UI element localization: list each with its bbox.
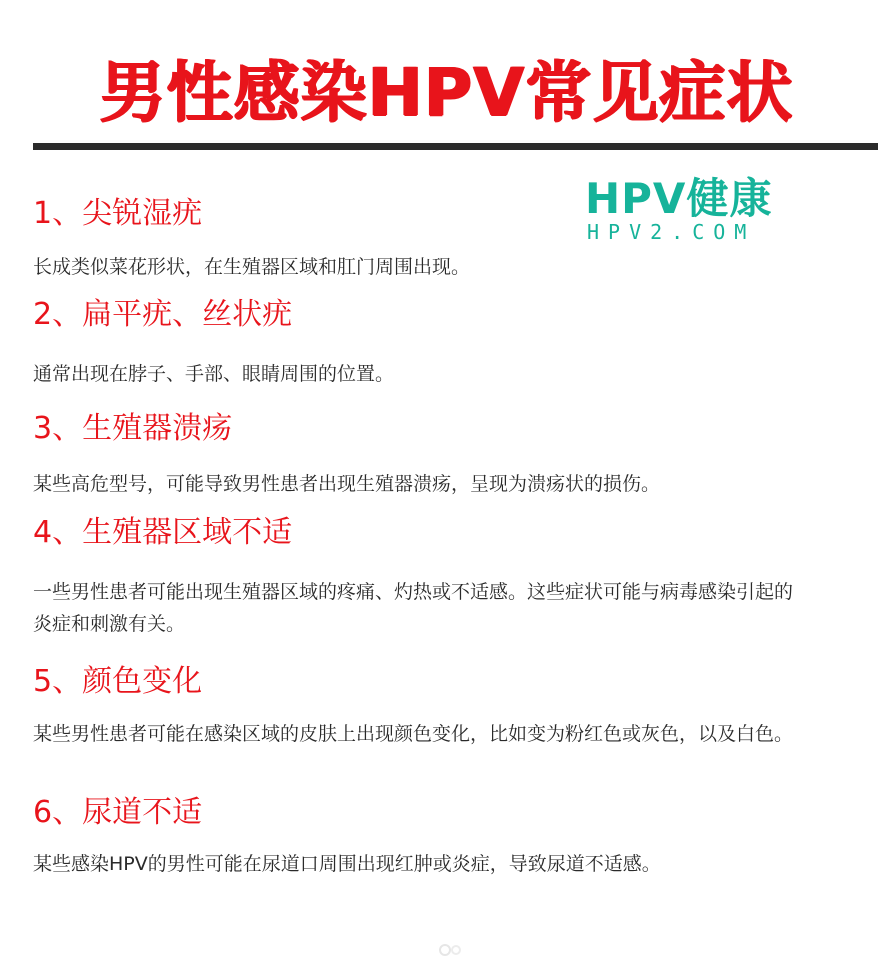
symptom-body-6: 某些感染HPV的男性可能在尿道口周围出现红肿或炎症，导致尿道不适感。 [33, 853, 661, 875]
symptom-heading-2: 2、扁平疣、丝状疣 [33, 297, 293, 332]
symptom-body-5: 某些男性患者可能在感染区域的皮肤上出现颜色变化，比如变为粉红色或灰色，以及白色。 [33, 723, 794, 745]
watermark-icon [436, 943, 466, 957]
symptom-body-1: 长成类似菜花形状，在生殖器区域和肛门周围出现。 [33, 256, 471, 278]
logo-domain-text: HPV2.COM [587, 220, 756, 244]
site-logo [585, 175, 785, 245]
symptom-body-2: 通常出现在脖子、手部、眼睛周围的位置。 [33, 363, 395, 385]
symptom-heading-5: 5、颜色变化 [33, 664, 203, 699]
symptom-body-4: 一些男性患者可能出现生殖器区域的疼痛、灼热或不适感。这些症状可能与病毒感染引起的炎症和刺激有关。 [33, 581, 794, 635]
symptom-heading-6: 6、尿道不适 [33, 795, 203, 830]
symptom-heading-3: 3、生殖器溃疡 [33, 411, 233, 446]
symptom-heading-1: 1、尖锐湿疣 [33, 196, 203, 231]
title-divider [33, 143, 878, 150]
page-title: 男性感染HPV常见症状 [99, 54, 794, 131]
logo-main-text: HPV健康 [585, 174, 773, 223]
symptom-body-3: 某些高危型号，可能导致男性患者出现生殖器溃疡，呈现为溃疡状的损伤。 [33, 473, 661, 495]
symptom-heading-4: 4、生殖器区域不适 [33, 515, 293, 550]
